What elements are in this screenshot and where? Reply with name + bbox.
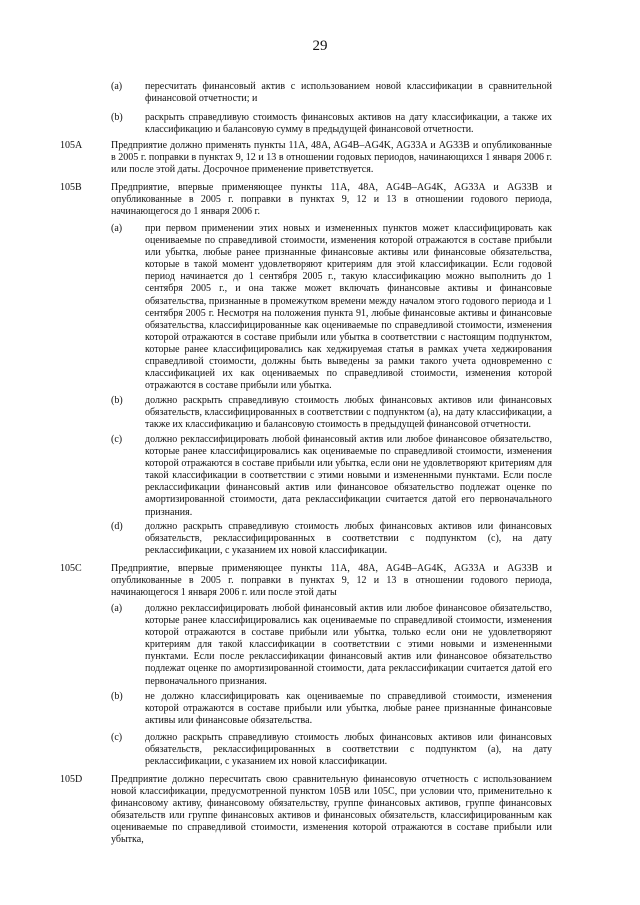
list-item-text: раскрыть справедливую стоимость финансовых активов на дату классификации, а также их классификацию и балансовую сумму в предыдущей финансовой отчетности. (145, 112, 552, 136)
list-item-label: (b) (111, 691, 123, 702)
list-item-text: должно раскрыть справедливую стоимость любых финансовых активов или финансовых обязательств, классифицированных в соответствии с подпунктом (а), на дату классификации, а также их классификацию и балансовую стоимость в предыдущей финансовой отчетности. (145, 395, 552, 431)
list-item-text: должно реклассифицировать любой финансовый актив или любое финансовое обязательство, которые ранее классифицировались как оцениваемые по справедливой стоимости, изменения которой отражаются в составе прибыли или убытка, если они не удовлетворяют критериям для такой классификации в соответствии с этими новыми и измененными пунктами. Если после реклассификации финансовый актив или финансовое обязательство подлежат оценке по амортизированной стоимости, дата реклассификации считается датой его первоначального признания. (145, 434, 552, 518)
paragraph-text: Предприятие должно пересчитать свою сравнительную финансовую отчетность с использованием новой классификации, предусмотренной пунктом 105B или 105C, при условии что, применительно к финансовому активу, финансовому обязательству, группе финансовых активов, группе финансовых обязательств или группе финансовых активов и финансовых обязательств, классифицированным как оцениваемые по справедливой стоимости, изменения которой отражаются в составе прибыли или убытка, (111, 774, 552, 846)
list-item-text: не должно классифицировать как оцениваемые по справедливой стоимости, изменения которой отражаются в составе прибыли или убытка, любые ранее признанные финансовые активы или финансовые обязательства. (145, 691, 552, 727)
list-item-text: должно раскрыть справедливую стоимость любых финансовых активов или финансовых обязательств, реклассифицированных в соответствии с подпунктом (а), на дату реклассификации, с указанием их новой классификации. (145, 732, 552, 768)
paragraph-number: 105C (60, 563, 82, 574)
paragraph-text: Предприятие, впервые применяющее пункты 11A, 48A, AG4B–AG4K, AG33A и AG33B и опубликованные в 2005 г. поправки в пунктах 9, 12 и 13 в отношении годового периода, начинающегося до 1 января 2006 г. (111, 182, 552, 218)
list-item-text: при первом применении этих новых и измененных пунктов может классифицировать как оцениваемые по справедливой стоимости, изменения которой отражаются в составе прибыли или убытка, любые ранее признанные финансовые активы или финансовые обязательства, которые в такой момент удовлетворяют критериям для этой классификации. Если годовой период начинается до 1 сентября 2005 г., такую классификацию можно выполнить до 1 сентября 2005 г., и она также может включать финансовые активы и финансовые обязательства, признанные в промежутком времени между началом этого годового периода и 1 сентября 2005 г. Несмотря на положения пункта 91, любые финансовые активы и финансовые обязательства, классифицированные как оцениваемые по справедливой стоимости, изменения которой отражаются в составе прибыли или убытка в соответствии с настоящим подпунктом, которые ранее классифицировались как хеджируемая статья в рамках учета хеджирования справедливой стоимости, должны быть выведены за рамки такого учета одновременно с классификацией их как оцениваемых по справедливой стоимости, изменения которой отражаются в составе прибыли или убытка. (145, 223, 552, 392)
list-item-text: должно раскрыть справедливую стоимость любых финансовых активов или финансовых обязательств, реклассифицированных в соответствии с подпунктом (c), на дату реклассификации, с указанием их новой классификации. (145, 521, 552, 557)
paragraph-number: 105B (60, 182, 82, 193)
list-item-label: (a) (111, 81, 123, 92)
list-item-label: (c) (111, 732, 123, 743)
list-item-text: пересчитать финансовый актив с использованием новой классификации в сравнительной финансовой отчетности; и (145, 81, 552, 105)
list-item-label: (a) (111, 223, 123, 234)
list-item-label: (a) (111, 603, 123, 614)
list-item-label: (b) (111, 395, 123, 406)
page-number: 29 (312, 38, 328, 54)
paragraph-number: 105A (60, 140, 83, 151)
list-item-label: (b) (111, 112, 123, 123)
paragraph-text: Предприятие, впервые применяющее пункты 11A, 48A, AG4B–AG4K, AG33A и AG33B и опубликованные в 2005 г. поправки в пунктах 9, 12 и 13 в отношении годового периода, начинающегося 1 января 2006 г. или после этой даты (111, 563, 552, 599)
list-item-label: (d) (111, 521, 123, 532)
list-item-text: должно реклассифицировать любой финансовый актив или любое финансовое обязательство, которые ранее классифицировались как оцениваемые по справедливой стоимости, изменения которой отражаются в составе прибыли или убытка, только если они не удовлетворяют критериям для такой классификации в соответствии с этими новыми и измененными пунктами. Если после реклассификации финансовый актив или финансовое обязательство подлежат оценке по амортизированной стоимости, дата реклассификации считается датой его первоначального признания. (145, 603, 552, 687)
paragraph-text: Предприятие должно применять пункты 11A, 48A, AG4B–AG4K, AG33A и AG33B и опубликованные в 2005 г. поправки в пунктах 9, 12 и 13 в отношении годовых периодов, начинающихся 1 января 2006 г. или после этой даты. Досрочное применение приветствуется. (111, 140, 552, 176)
list-item-label: (c) (111, 434, 123, 445)
paragraph-number: 105D (60, 774, 83, 785)
